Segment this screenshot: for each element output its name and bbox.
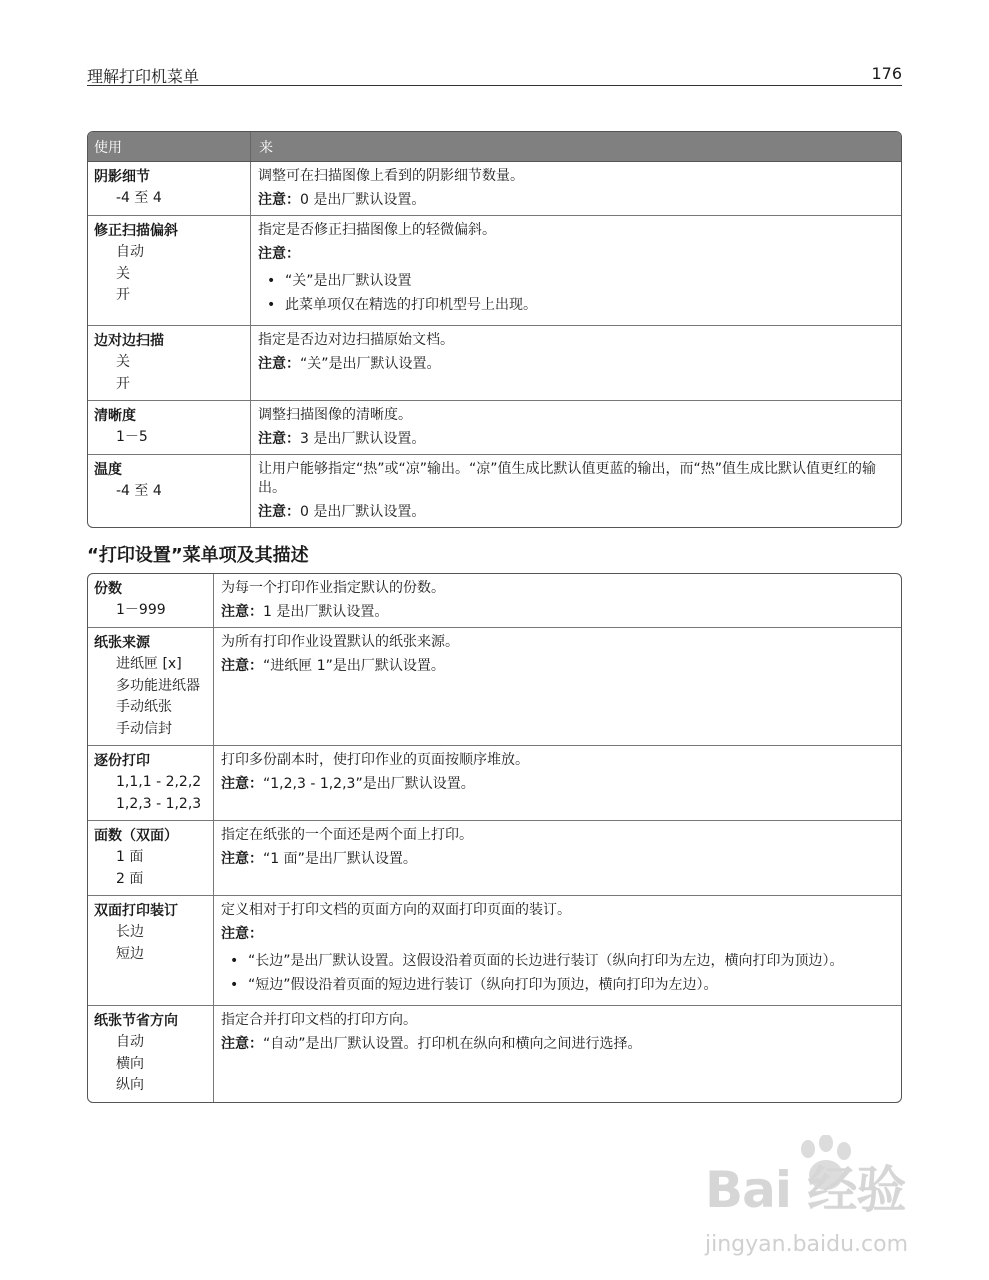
- table-row: [88, 1005, 901, 1102]
- note-text: 3 是出厂默认设置。: [300, 431, 426, 447]
- note-text: “关”是出厂默认设置。: [300, 356, 441, 372]
- setting-option: 1 面: [116, 849, 144, 865]
- note: [258, 355, 894, 374]
- setting-option: 横向: [116, 1055, 144, 1072]
- description-cell: [214, 821, 901, 895]
- note-label: 注意：: [221, 926, 263, 942]
- note-bullet-list: [258, 272, 894, 315]
- note: [258, 191, 894, 210]
- note-bullet: • “短边”假设沿着页面的短边进行装订（纵向打印为顶边，横向打印为左边）。: [221, 976, 894, 995]
- setting-name: 阴影细节: [94, 169, 150, 185]
- setting-cell: [88, 821, 214, 895]
- watermark-url: jingyan.baidu.com: [705, 1232, 909, 1257]
- setting-name: 逐份打印: [94, 753, 150, 769]
- setting-cell: [88, 401, 251, 454]
- description-cell: [214, 1006, 901, 1102]
- note-bullet: • “关”是出厂默认设置: [258, 272, 894, 291]
- setting-option: 关: [116, 265, 130, 282]
- description-text: 指定是否修正扫描图像上的轻微偏斜。: [258, 222, 496, 238]
- note-label: 注意：: [258, 504, 300, 520]
- setting-option: 自动: [116, 244, 144, 260]
- table-row: [88, 574, 901, 627]
- description-text: 打印多份副本时，使打印作业的页面按顺序堆放。: [221, 752, 529, 768]
- scan-settings-table: [87, 131, 902, 528]
- description-cell: [251, 326, 901, 400]
- note: [221, 1035, 894, 1054]
- note-label: 注意：: [258, 431, 300, 447]
- description-cell: [251, 455, 901, 527]
- description-text: 为所有打印作业设置默认的纸张来源。: [221, 634, 459, 650]
- description-text: 让用户能够指定“热”或“凉”输出。“凉”值生成比默认值更蓝的输出，而“热”值生成比默认值更红的输出。: [258, 461, 877, 496]
- note-label: 注意：: [221, 604, 263, 620]
- setting-cell: [88, 574, 214, 627]
- setting-cell: [88, 216, 251, 325]
- description-text: 指定合并打印文档的打印方向。: [221, 1012, 417, 1028]
- description-cell: [214, 628, 901, 745]
- description-cell: [214, 574, 901, 627]
- setting-option: 1－5: [116, 429, 148, 445]
- setting-option: 1－999: [116, 602, 166, 618]
- note-text: “进纸匣 1”是出厂默认设置。: [263, 658, 445, 674]
- setting-option: 自动: [116, 1034, 144, 1050]
- note-label: 注意：: [221, 658, 263, 674]
- setting-name: 温度: [94, 462, 122, 478]
- header-to: 来: [259, 140, 273, 156]
- page-header: [87, 62, 902, 86]
- description-text: 定义相对于打印文档的页面方向的双面打印页面的装订。: [221, 902, 571, 918]
- setting-name: 边对边扫描: [94, 333, 164, 349]
- note-text: “1 面”是出厂默认设置。: [263, 851, 417, 867]
- note-text: “自动”是出厂默认设置。打印机在纵向和横向之间进行选择。: [263, 1036, 642, 1052]
- setting-name: 修正扫描偏斜: [94, 223, 178, 239]
- description-text: 调整可在扫描图像上看到的阴影细节数量。: [258, 168, 524, 184]
- setting-option: -4 至 4: [116, 190, 162, 206]
- description-cell: [214, 746, 901, 820]
- note: [221, 657, 894, 676]
- description-cell: [251, 401, 901, 454]
- setting-name: 纸张节省方向: [94, 1013, 178, 1029]
- setting-cell: [88, 326, 251, 400]
- description-text: 调整扫描图像的清晰度。: [258, 407, 412, 423]
- note: [258, 503, 894, 522]
- watermark-brand: Bai 经验: [705, 1161, 906, 1219]
- setting-cell: [88, 896, 214, 1005]
- note-bullet: • “长边”是出厂默认设置。这假设沿着页面的长边进行装订（纵向打印为左边，横向打印为顶边）。: [221, 952, 894, 971]
- setting-cell: [88, 455, 251, 527]
- note: [221, 850, 894, 869]
- description-cell: [251, 216, 901, 325]
- table-row: [88, 325, 901, 400]
- note-label: 注意：: [221, 776, 263, 792]
- table-row: [88, 820, 901, 895]
- setting-option: 开: [116, 287, 130, 303]
- note-text: 0 是出厂默认设置。: [300, 192, 426, 208]
- description-text: 指定在纸张的一个面还是两个面上打印。: [221, 827, 473, 843]
- setting-option: 长边: [116, 924, 144, 940]
- note-bullet: • 此菜单项仅在精选的打印机型号上出现。: [258, 296, 894, 315]
- note: [258, 245, 894, 264]
- page-number: 176: [871, 64, 902, 83]
- section-title: “打印设置”菜单项及其描述: [87, 545, 309, 566]
- setting-option: 2 面: [116, 870, 144, 887]
- setting-name: 双面打印装订: [94, 903, 178, 919]
- print-settings-table: [87, 573, 902, 1103]
- note-label: 注意：: [221, 851, 263, 867]
- setting-cell: [88, 628, 214, 745]
- setting-cell: [88, 162, 251, 215]
- setting-name: 份数: [94, 581, 122, 597]
- note-text: “1,2,3 - 1,2,3”是出厂默认设置。: [263, 776, 475, 792]
- header-use: 使用: [88, 132, 251, 161]
- setting-name: 面数（双面）: [94, 828, 178, 844]
- table-row: [88, 895, 901, 1005]
- table-row: [88, 161, 901, 215]
- setting-name: 纸张来源: [94, 635, 150, 651]
- note-label: 注意：: [258, 246, 300, 262]
- note-text: 0 是出厂默认设置。: [300, 504, 426, 520]
- note: [258, 430, 894, 449]
- setting-option: 关: [116, 354, 130, 370]
- table-row: [88, 745, 901, 820]
- setting-option: 纵向: [116, 1077, 144, 1093]
- setting-option: 短边: [116, 945, 144, 962]
- setting-cell: [88, 746, 214, 820]
- setting-option: 多功能进纸器: [116, 677, 200, 694]
- note-label: 注意：: [258, 356, 300, 372]
- setting-cell: [88, 1006, 214, 1102]
- table-row: [88, 400, 901, 454]
- note-label: 注意：: [221, 1036, 263, 1052]
- setting-option: -4 至 4: [116, 483, 162, 499]
- setting-option: 手动信封: [116, 720, 172, 737]
- header-title: 理解打印机菜单: [87, 67, 200, 86]
- note: [221, 925, 894, 944]
- setting-option: 1,2,3 - 1,2,3: [116, 795, 202, 812]
- setting-name: 清晰度: [94, 408, 136, 424]
- note: [221, 775, 894, 794]
- description-text: 为每一个打印作业指定默认的份数。: [221, 580, 445, 596]
- setting-option: 进纸匣 [x]: [116, 656, 182, 672]
- description-cell: [251, 162, 901, 215]
- note: [221, 603, 894, 622]
- note-bullet-list: [221, 952, 894, 995]
- table-row: [88, 627, 901, 745]
- table-header: [88, 132, 901, 161]
- table-row: [88, 454, 901, 527]
- note-text: 1 是出厂默认设置。: [263, 604, 389, 620]
- table-row: [88, 215, 901, 325]
- setting-option: 手动纸张: [116, 699, 172, 715]
- note-label: 注意：: [258, 192, 300, 208]
- setting-option: 1,1,1 - 2,2,2: [116, 774, 202, 790]
- description-cell: [214, 896, 901, 1005]
- description-text: 指定是否边对边扫描原始文档。: [258, 332, 454, 348]
- setting-option: 开: [116, 375, 130, 392]
